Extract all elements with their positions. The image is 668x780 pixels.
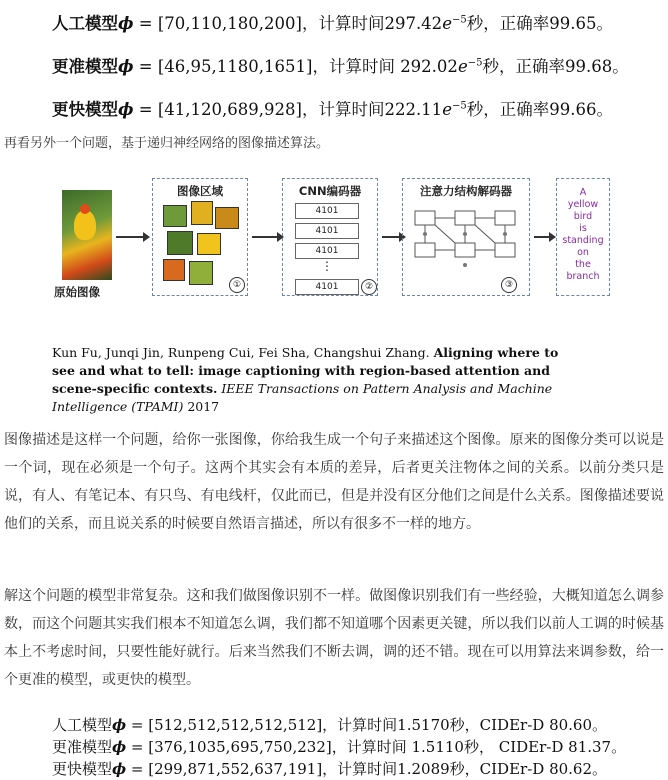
bird-head — [80, 204, 90, 214]
cnn-encoder-title: CNN编码器 — [298, 184, 362, 198]
reference-authors: Kun Fu, Junqi Jin, Runpeng Cui, Fei Sha, Changshui Zhang. — [52, 345, 434, 360]
attention-decoder-box — [402, 178, 530, 296]
caption-word: bird — [573, 211, 593, 222]
captioning-diagram — [52, 168, 612, 306]
region-thumb — [163, 259, 185, 281]
output-caption-box — [556, 178, 610, 296]
bird-shape — [74, 210, 96, 240]
paragraph-tuning: 解这个问题的模型非常复杂。这和我们做图像识别不一样。做图像识别我们有一些经验，大概知道怎么调参数，而这个问题其实我们根本不知道怎么调，我们都不知道哪个因素更关键，所以我们以前人工调的时候基本上不考虑时间，只要性能好就行。后来当然我们不断去调，调的还不错。现在可以用算法来调参数，给一个更准的模型，或更快的模型。 — [4, 588, 664, 688]
caption-word: the — [575, 259, 591, 270]
feature-code: 4101 — [295, 223, 359, 239]
arrow-2 — [252, 236, 278, 238]
caption-word: branch — [566, 271, 600, 282]
arrow-4 — [534, 236, 550, 238]
arrow-3 — [382, 236, 400, 238]
region-thumb — [215, 207, 239, 229]
formula-accurate-model: 更准模型ϕ = [46,95,1180,1651]，计算时间 $292.02e^{-5}$秒，正确率99.68。 — [52, 57, 629, 76]
feature-code: 4101 — [295, 243, 359, 259]
caption-words — [555, 187, 611, 283]
region-thumb — [191, 201, 213, 225]
step-2-number: ② — [361, 279, 377, 295]
arrow-1 — [116, 236, 144, 238]
reference-title: Aligning where to see and what to tell: image captioning with region-based attention and scene-specific contexts. — [52, 345, 559, 396]
reference-year: 2017 — [183, 399, 220, 414]
cider-formula-manual: 人工模型ϕ = [512,512,512,512,512]，计算时间1.5170秒，CIDEr-D 80.60。 — [52, 716, 608, 734]
paragraph-captioning: 图像描述是这样一个问题，给你一张图像，你给我生成一个句子来描述这个图像。原来的图像分类可以说是一个词，现在必须是一个句子。这两个其实会有本质的差异，后者更关注物体之间的关系。以前分类只是说，有人、有笔记本、有只鸟、有电线杆，仅此而已，但是并没有区分他们之间是什么关系。图像描述要说他们的关系，而且说关系的时候要自然语言描述，所以有很多不一样的地方。 — [4, 432, 664, 532]
ellipsis: ⋮ — [321, 259, 333, 273]
formula-fast-model: 更快模型ϕ = [41,120,689,928]，计算时间$222.11e^{-5}$秒，正确率99.66。 — [52, 100, 613, 119]
caption-word: yellow — [567, 199, 599, 210]
region-thumb — [163, 205, 187, 227]
decoder-graph-icon — [409, 203, 525, 273]
step-3-number: ③ — [501, 277, 517, 293]
region-thumb — [167, 231, 193, 255]
intro-text: 再看另外一个问题，基于递归神经网络的图像描述算法。 — [4, 136, 330, 151]
cider-formula-accurate: 更准模型ϕ = [376,1035,695,750,232]，计算时间 1.5110秒， CIDEr-D 81.37。 — [52, 738, 627, 756]
step-1-number: ① — [229, 277, 245, 293]
region-thumb — [197, 233, 221, 255]
bird-image — [62, 190, 112, 280]
caption-word: is — [579, 223, 587, 234]
region-box-title: 图像区域 — [177, 184, 223, 198]
caption-word: on — [577, 247, 589, 258]
caption-word: A — [579, 187, 587, 198]
paper-reference — [52, 344, 572, 416]
region-thumb — [189, 261, 213, 285]
region-box — [152, 178, 248, 296]
image-label: 原始图像 — [54, 285, 100, 299]
attention-decoder-title: 注意力结构解码器 — [420, 184, 512, 198]
formula-manual-model: 人工模型ϕ = [70,110,180,200]，计算时间$297.42e^{-5}$秒，正确率99.65。 — [52, 14, 613, 33]
feature-code: 4101 — [295, 203, 359, 219]
cider-formula-fast: 更快模型ϕ = [299,871,552,637,191]，计算时间1.2089秒，CIDEr-D 80.62。 — [52, 760, 608, 778]
feature-code: 4101 — [295, 279, 359, 295]
caption-word: standing — [562, 235, 604, 246]
reference-venue: IEEE Transactions on Pattern Analysis and Machine Intelligence (TPAMI) — [52, 381, 553, 414]
cnn-encoder-box — [282, 178, 378, 296]
